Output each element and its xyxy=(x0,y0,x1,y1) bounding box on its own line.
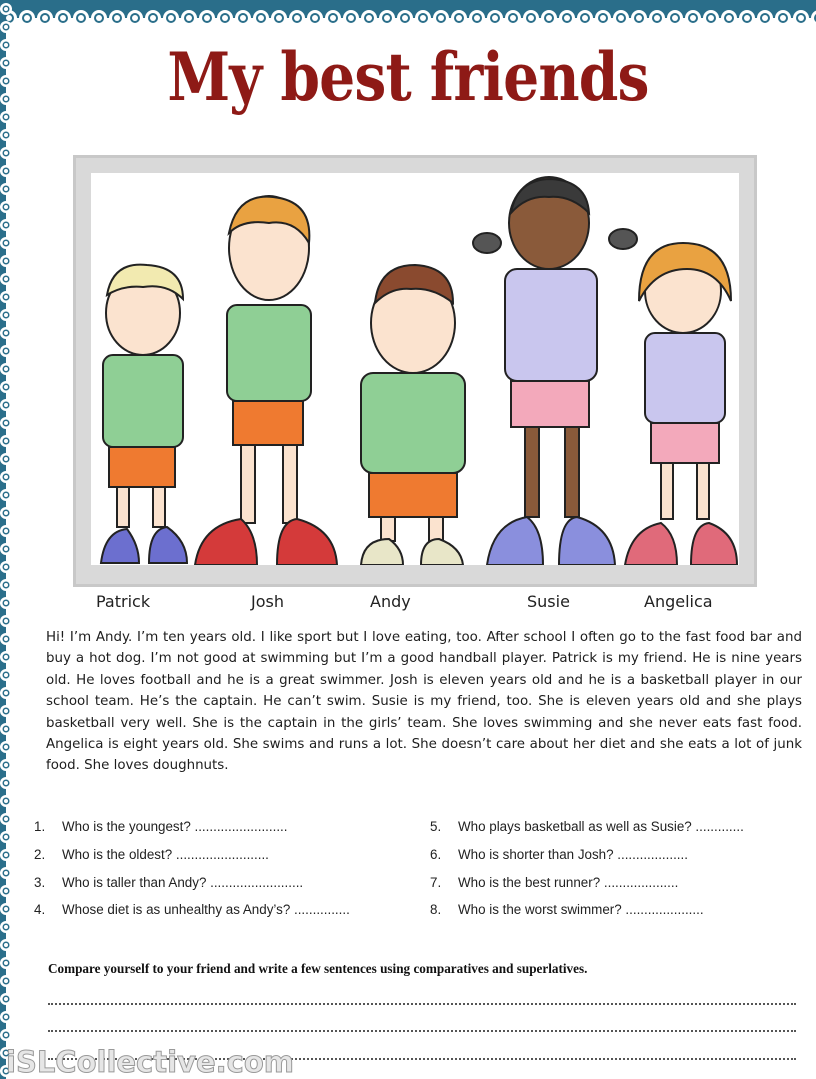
friends-drawing xyxy=(91,173,739,565)
question-text: Who is the youngest? ......................... xyxy=(62,819,288,834)
andy-figure xyxy=(361,265,465,565)
character-names xyxy=(0,592,816,616)
name-andy: Andy xyxy=(370,592,411,611)
question-6 xyxy=(430,847,688,862)
question-number: 8. xyxy=(430,902,442,917)
answer-line-2[interactable] xyxy=(48,1030,796,1032)
question-number: 2. xyxy=(34,847,46,862)
name-angelica: Angelica xyxy=(644,592,713,611)
question-2 xyxy=(34,847,269,862)
scalloped-top-border xyxy=(0,0,816,30)
question-text: Who is the worst swimmer? ..................... xyxy=(458,902,704,917)
question-text: Who is the oldest? ......................... xyxy=(62,847,269,862)
question-5 xyxy=(430,819,744,834)
question-number: 1. xyxy=(34,819,46,834)
question-text: Whose diet is as unhealthy as Andy’s? ............... xyxy=(62,902,350,917)
question-text: Who is shorter than Josh? ................... xyxy=(458,847,688,862)
name-patrick: Patrick xyxy=(96,592,151,611)
answer-line-1[interactable] xyxy=(48,1003,796,1005)
illustration-frame xyxy=(73,155,757,587)
susie-figure xyxy=(473,177,637,565)
question-number: 7. xyxy=(430,875,442,890)
question-number: 4. xyxy=(34,902,46,917)
watermark-logo: iSLCollective.com xyxy=(6,1045,294,1079)
scalloped-left-border xyxy=(0,0,14,1079)
question-4 xyxy=(34,902,350,917)
question-text: Who plays basketball as well as Susie? ............. xyxy=(458,819,744,834)
question-3 xyxy=(34,875,303,890)
question-number: 3. xyxy=(34,875,46,890)
angelica-figure xyxy=(625,243,737,565)
page-title: My best friends xyxy=(167,38,649,116)
question-7 xyxy=(430,875,678,890)
question-number: 5. xyxy=(430,819,442,834)
patrick-figure xyxy=(101,265,187,563)
josh-figure xyxy=(195,196,337,565)
question-8 xyxy=(430,902,704,917)
name-susie: Susie xyxy=(527,592,570,611)
name-josh: Josh xyxy=(251,592,284,611)
reading-passage: Hi! I’m Andy. I’m ten years old. I like sport but I love eating, too. After school I often go to the fast food bar and buy a hot dog. I’m not good at swimming but I’m a good handball player. Patrick is my friend. He is nine years old. He loves football and he is a great swimmer. Josh is eleven years old and he is a basketball player in our school team. He’s the captain. He can’t swim. Susie is my friend, too. She is eleven years old and she plays basketball very well. She is the captain in the girls’ team. She loves swimming and she never eats fast food. Angelica is eight years old. She swims and runs a lot. She doesn’t care about her diet and she eats a lot of junk food. She loves doughnuts. xyxy=(46,630,802,774)
question-text: Who is the best runner? .................... xyxy=(458,875,679,890)
writing-instruction: Compare yourself to your friend and write a few sentences using comparatives and superlatives. xyxy=(48,961,588,976)
question-text: Who is taller than Andy? ......................... xyxy=(62,875,304,890)
friends-illustration xyxy=(91,173,739,565)
question-number: 6. xyxy=(430,847,442,862)
question-1 xyxy=(34,819,288,834)
